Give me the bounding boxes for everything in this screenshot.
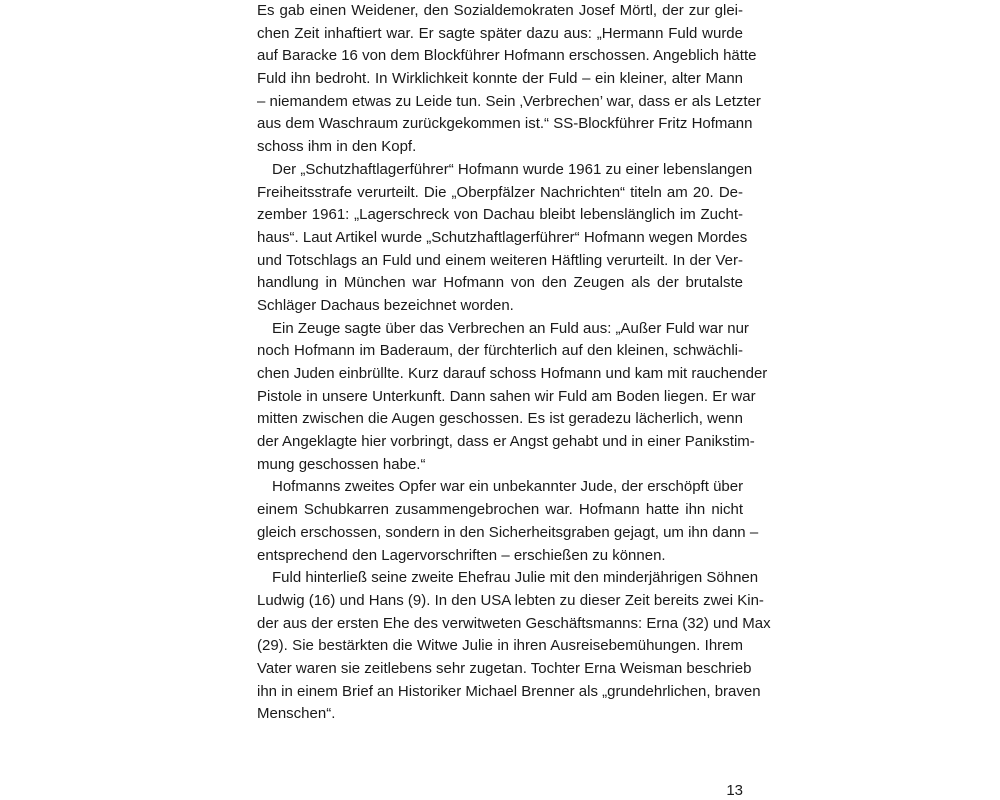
text-line: chen Zeit inhaftiert war. Er sagte später dazu aus: „Hermann Fuld wurde [257, 24, 743, 42]
text-line: haus“. Laut Artikel wurde „Schutzhaftlagerführer“ Hofmann wegen Mordes [257, 228, 748, 246]
text-line: Hofmanns zweites Opfer war ein unbekannter Jude, der erschöpft über [272, 478, 744, 496]
text-line: auf Baracke 16 von dem Blockführer Hofmann erschossen. Angeblich hätte [257, 47, 757, 65]
text-line: der aus der ersten Ehe des verwitweten Geschäftsmanns: Erna (32) und Max [257, 614, 771, 632]
text-line: noch Hofmann im Baderaum, der fürchterlich auf den kleinen, schwächli- [257, 342, 743, 360]
text-line: entsprechend den Lagervorschriften – erschießen zu können. [257, 546, 666, 564]
text-line: chen Juden einbrüllte. Kurz darauf schoss Hofmann und kam mit rauchender [257, 365, 768, 382]
text-line: Ludwig (16) und Hans (9). In den USA lebten zu dieser Zeit bereits zwei Kin- [257, 591, 764, 609]
text-line: mitten zwischen die Augen geschossen. Es ist geradezu lächerlich, wenn [257, 410, 743, 428]
text-line: Schläger Dachaus bezeichnet worden. [257, 296, 514, 314]
text-line: – niemandem etwas zu Leide tun. Sein ‚Verbrechen’ war, dass er als Letzter [257, 92, 761, 110]
text-line: aus dem Waschraum zurückgekommen ist.“ SS-Blockführer Fritz Hofmann [257, 115, 753, 133]
text-line: Der „Schutzhaftlagerführer“ Hofmann wurde 1961 zu einer lebenslangen [272, 160, 753, 178]
text-line: Freiheitsstrafe verurteilt. Die „Oberpfälzer Nachrichten“ titeln am 20. De- [257, 183, 743, 201]
paragraph [257, 0, 761, 159]
paragraph [257, 476, 759, 567]
text-line: mung geschossen habe.“ [257, 455, 426, 473]
text-line: ihn in einem Brief an Historiker Michael Brenner als „grundehrlichen, braven [257, 682, 761, 700]
text-line: gleich erschossen, sondern in den Sicherheitsgraben gejagt, um ihn dann – [257, 523, 759, 541]
text-line: Ein Zeuge sagte über das Verbrechen an Fuld aus: „Außer Fuld war nur [272, 319, 749, 337]
paragraph [257, 318, 768, 477]
body-text [257, 0, 771, 726]
text-line: einem Schubkarren zusammengebrochen war. Hofmann hatte ihn nicht [257, 501, 743, 519]
text-line: (29). Sie bestärkten die Witwe Julie in ihren Ausreisebemühungen. Ihrem [257, 637, 743, 655]
text-line: der Angeklagte hier vorbringt, dass er Angst gehabt und in einer Panikstim- [257, 433, 755, 451]
text-line: handlung in München war Hofmann von den Zeugen als der brutalste [257, 274, 743, 292]
text-line: Fuld ihn bedroht. In Wirklichkeit konnte der Fuld – ein kleiner, alter Mann [257, 70, 743, 88]
page-number: 13 [726, 782, 743, 799]
paragraph [257, 159, 753, 318]
text-line: und Totschlags an Fuld und einem weiteren Häftling verurteilt. In der Ver- [257, 251, 743, 269]
text-line: Fuld hinterließ seine zweite Ehefrau Julie mit den minderjährigen Söhnen [272, 569, 759, 587]
text-line: zember 1961: „Lagerschreck von Dachau bleibt lebenslänglich im Zucht- [257, 206, 743, 224]
text-line: Es gab einen Weidener, den Sozialdemokraten Josef Mörtl, der zur glei- [257, 2, 743, 19]
text-line: schoss ihm in den Kopf. [257, 138, 417, 156]
paragraph [257, 567, 771, 726]
text-line: Pistole in unsere Unterkunft. Dann sahen wir Fuld am Boden liegen. Er war [257, 387, 756, 405]
text-line: Vater waren sie zeitlebens sehr zugetan. Tochter Erna Weisman beschrieb [257, 659, 752, 677]
text-line: Menschen“. [257, 705, 336, 723]
